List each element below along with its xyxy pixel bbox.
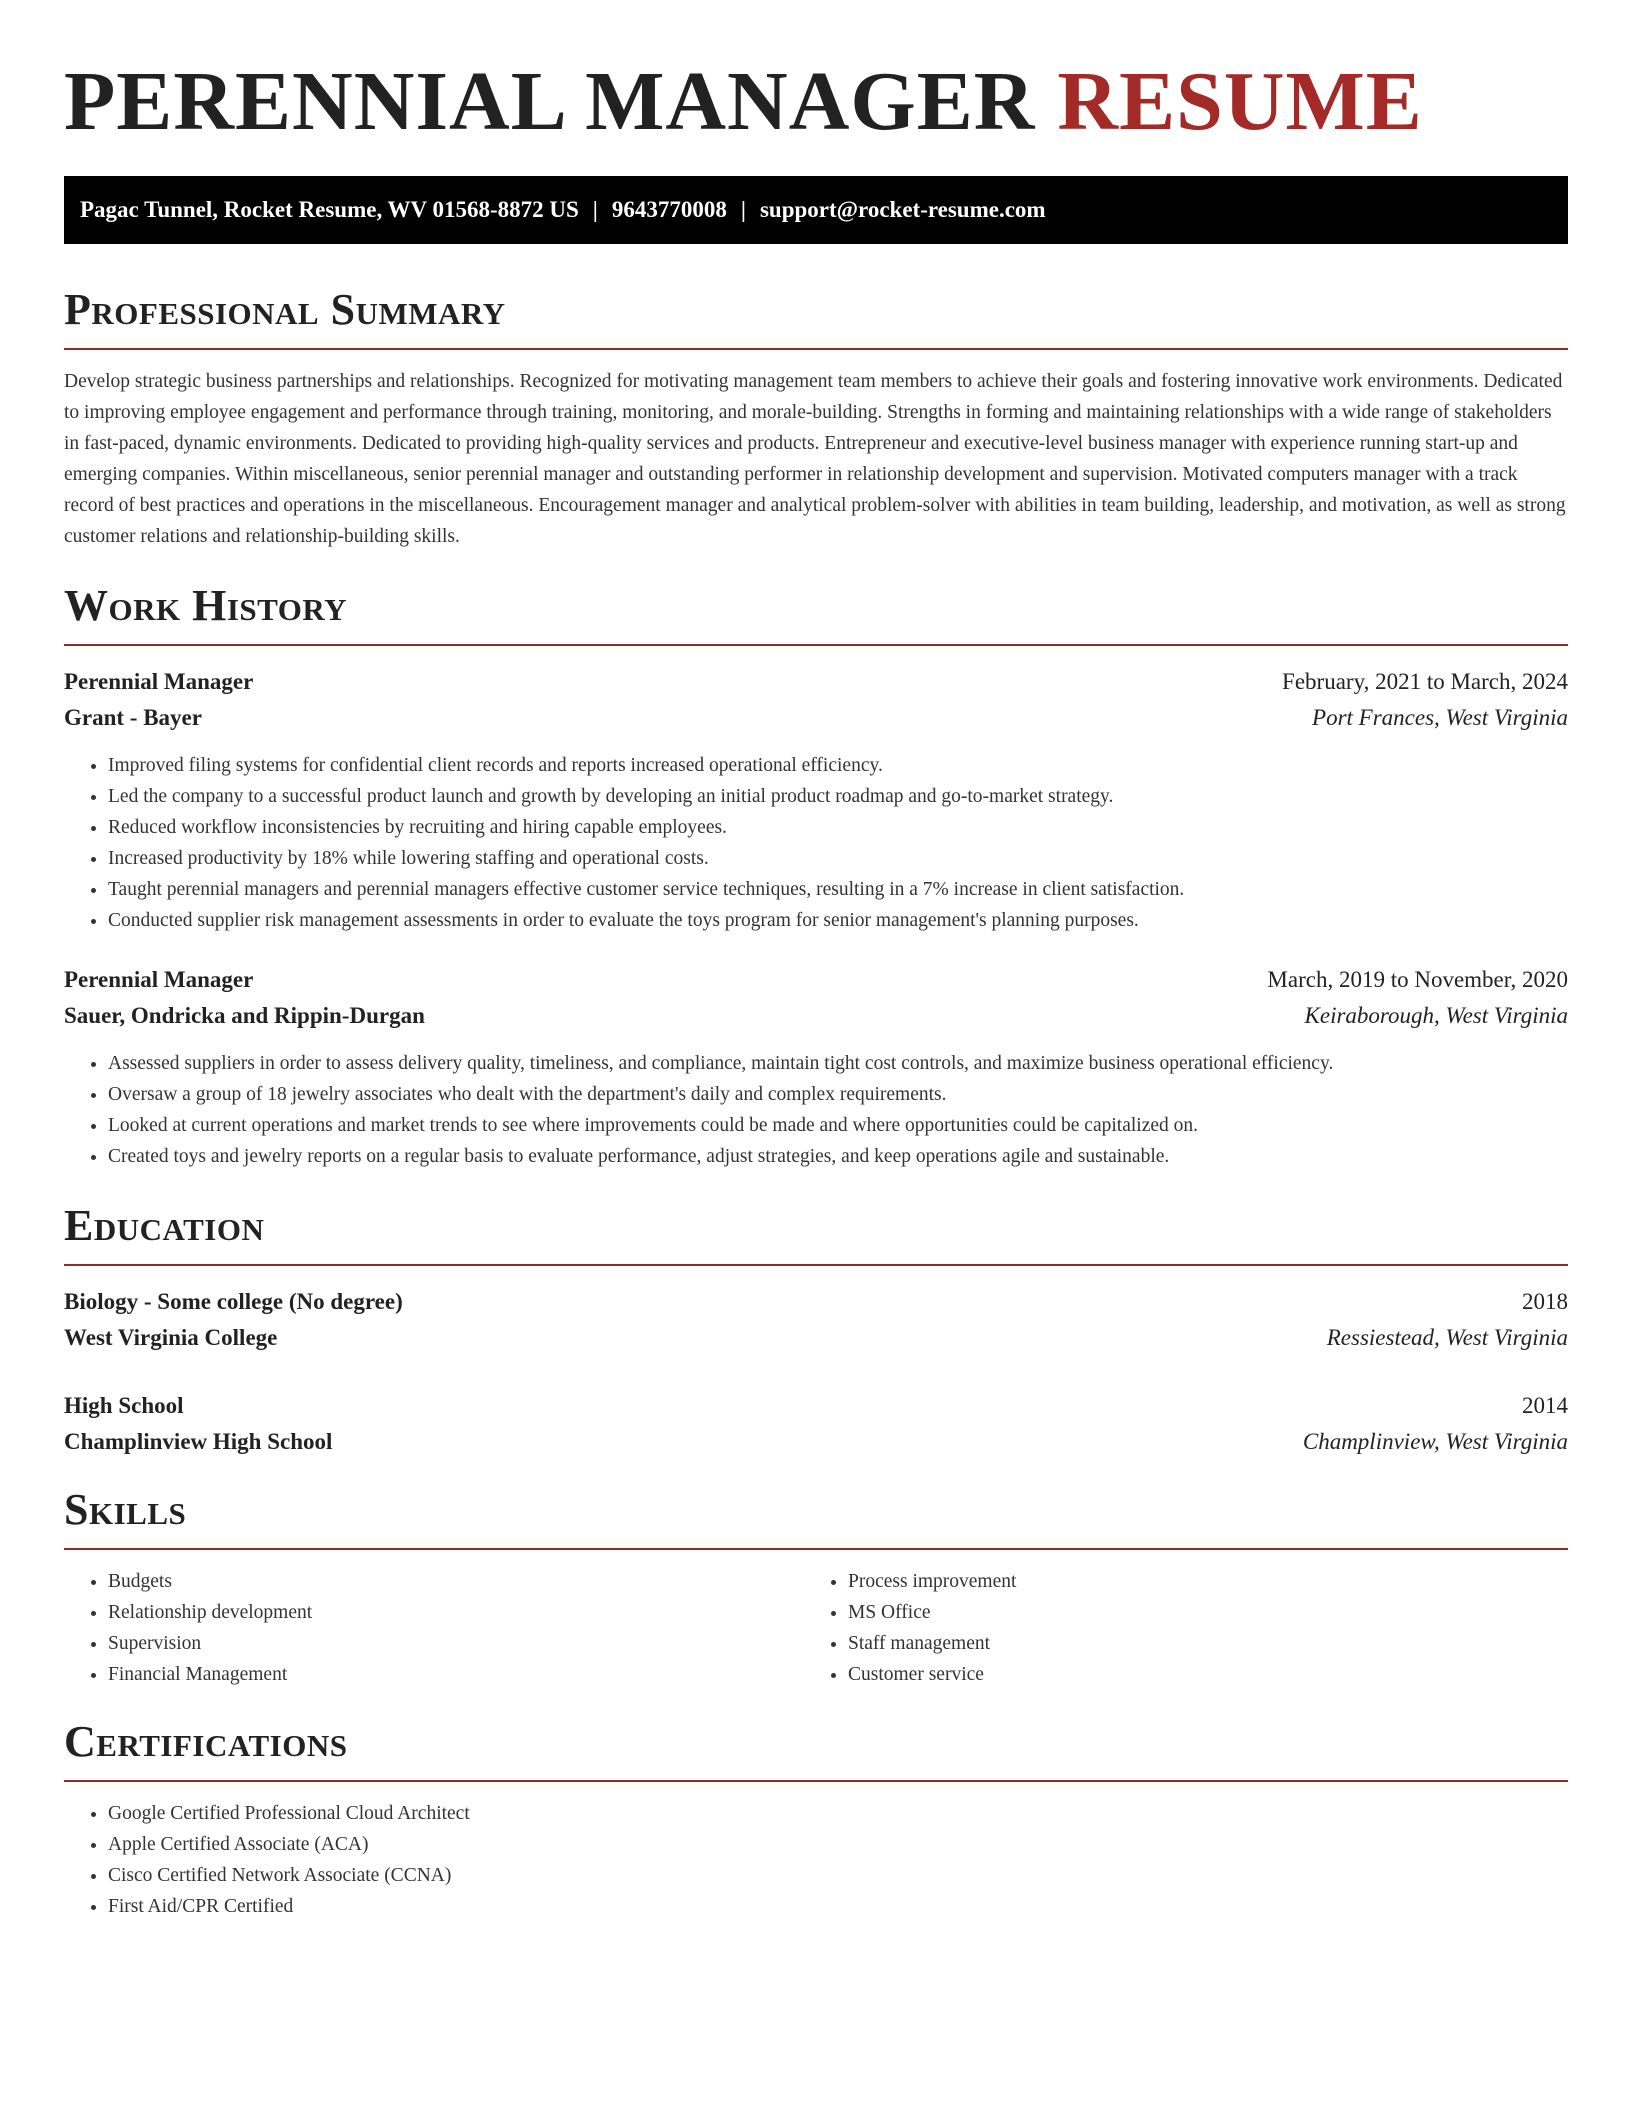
certification-item: • Google Certified Professional Cloud Architect: [108, 1798, 1568, 1829]
education-entry: [64, 1284, 1568, 1356]
section-divider: [64, 644, 1568, 646]
job-bullet: • Taught perennial managers and perennial managers effective customer service techniques, resulting in a 7% increase in client satisfaction.: [108, 874, 1568, 905]
job-header-row: [64, 664, 1568, 700]
section-divider: [64, 348, 1568, 350]
certifications-list: [64, 1798, 1568, 1922]
skills-section: [64, 1484, 1568, 1690]
job-bullet: • Assessed suppliers in order to assess delivery quality, timeliness, and compliance, maintain tight cost controls, and maximize business operational efficiency.: [108, 1048, 1568, 1079]
skill-item: • Relationship development: [108, 1597, 804, 1628]
job-header-row: [64, 962, 1568, 998]
section-heading-skills: Skills: [64, 1485, 187, 1534]
skills-column-left: [64, 1566, 804, 1690]
job-title: Perennial Manager: [64, 669, 254, 694]
work-history-section: [64, 580, 1568, 1172]
job-bullets: [64, 1048, 1568, 1172]
education-location: Ressiestead, West Virginia: [1326, 1325, 1568, 1350]
skill-item: • Budgets: [108, 1566, 804, 1597]
title-accent: RESUME: [1057, 55, 1423, 148]
job-bullet: • Improved filing systems for confidential client records and reports increased operational efficiency.: [108, 750, 1568, 781]
education-degree: High School: [64, 1393, 184, 1418]
resume-title: [64, 52, 1423, 152]
job-bullet: • Oversaw a group of 18 jewelry associates who dealt with the department's daily and complex requirements.: [108, 1079, 1568, 1110]
skills-column-right: [804, 1566, 1544, 1690]
education-school: Champlinview High School: [64, 1429, 333, 1454]
education-degree: Biology - Some college (No degree): [64, 1289, 403, 1314]
certification-item: • Apple Certified Associate (ACA): [108, 1829, 1568, 1860]
certification-item: • Cisco Certified Network Associate (CCNA): [108, 1860, 1568, 1891]
education-school-row: [64, 1424, 1568, 1460]
job-bullets: [64, 750, 1568, 936]
job-bullet: • Conducted supplier risk management assessments in order to evaluate the toys program for senior management's planning purposes.: [108, 905, 1568, 936]
contact-address: Pagac Tunnel, Rocket Resume, WV 01568-8872 US: [80, 197, 579, 222]
education-location: Champlinview, West Virginia: [1302, 1429, 1568, 1454]
job-company-row: [64, 700, 1568, 736]
education-entry: [64, 1388, 1568, 1460]
job-dates: March, 2019 to November, 2020: [1267, 967, 1568, 992]
education-header-row: [64, 1388, 1568, 1424]
section-divider: [64, 1264, 1568, 1266]
job-title: Perennial Manager: [64, 967, 254, 992]
education-year: 2018: [1522, 1289, 1568, 1314]
job-entry: [64, 664, 1568, 936]
education-school-row: [64, 1320, 1568, 1356]
job-bullet: • Looked at current operations and market trends to see where improvements could be made and where opportunities could be capitalized on.: [108, 1110, 1568, 1141]
job-company: Sauer, Ondricka and Rippin-Durgan: [64, 1003, 425, 1028]
contact-phone[interactable]: 9643770008: [611, 197, 727, 222]
contact-separator: |: [740, 197, 746, 222]
certifications-section: [64, 1716, 1568, 1922]
summary-section: [64, 284, 1568, 572]
section-heading-certifications: Certifications: [64, 1717, 348, 1766]
summary-text: Develop strategic business partnerships and relationships. Recognized for motivating management team members to achieve their goals and fostering innovative work environments. Dedicated to improving employee engagement and performance through training, monitoring, and morale-building. Strengths in forming and maintaining relationships with a wide range of stakeholders in fast-paced, dynamic environments. Dedicated to providing high-quality services and products. Entrepreneur and executive-level business manager with experience running start-up and emerging companies. Within miscellaneous, senior perennial manager and outstanding performer in relationship development and supervision. Motivated computers manager with a track record of best practices and operations in the miscellaneous. Encouragement manager and analytical problem-solver with abilities in team building, leadership, and motivation, as well as strong customer relations and relationship-building skills.: [64, 371, 1566, 547]
section-divider: [64, 1780, 1568, 1782]
certification-item: • First Aid/CPR Certified: [108, 1891, 1568, 1922]
job-entry: [64, 962, 1568, 1172]
education-section: [64, 1200, 1568, 1460]
skill-item: • Financial Management: [108, 1659, 804, 1690]
section-divider: [64, 1548, 1568, 1550]
education-school: West Virginia College: [64, 1325, 278, 1350]
skill-item: • Staff management: [848, 1628, 1544, 1659]
section-heading-education: Education: [64, 1201, 265, 1250]
section-heading-work: Work History: [64, 581, 348, 630]
section-heading-summary: Professional Summary: [64, 285, 506, 334]
skill-item: • Supervision: [108, 1628, 804, 1659]
contact-separator: |: [592, 197, 598, 222]
job-bullet: • Increased productivity by 18% while lowering staffing and operational costs.: [108, 843, 1568, 874]
job-bullet: • Led the company to a successful product launch and growth by developing an initial product roadmap and go-to-market strategy.: [108, 781, 1568, 812]
job-bullet: • Reduced workflow inconsistencies by recruiting and hiring capable employees.: [108, 812, 1568, 843]
job-location: Keiraborough, West Virginia: [1304, 1003, 1568, 1028]
education-header-row: [64, 1284, 1568, 1320]
education-year: 2014: [1522, 1393, 1568, 1418]
job-dates: February, 2021 to March, 2024: [1282, 669, 1568, 694]
skills-grid: [64, 1566, 1568, 1690]
skill-item: • Customer service: [848, 1659, 1544, 1690]
job-company: Grant - Bayer: [64, 705, 202, 730]
title-name: PERENNIAL MANAGER: [64, 55, 1036, 148]
job-company-row: [64, 998, 1568, 1034]
contact-email[interactable]: support@rocket-resume.com: [759, 197, 1046, 222]
contact-bar: [64, 176, 1568, 244]
skill-item: • MS Office: [848, 1597, 1544, 1628]
skill-item: • Process improvement: [848, 1566, 1544, 1597]
job-location: Port Frances, West Virginia: [1312, 705, 1568, 730]
job-bullet: • Created toys and jewelry reports on a regular basis to evaluate performance, adjust strategies, and keep operations agile and sustainable.: [108, 1141, 1568, 1172]
